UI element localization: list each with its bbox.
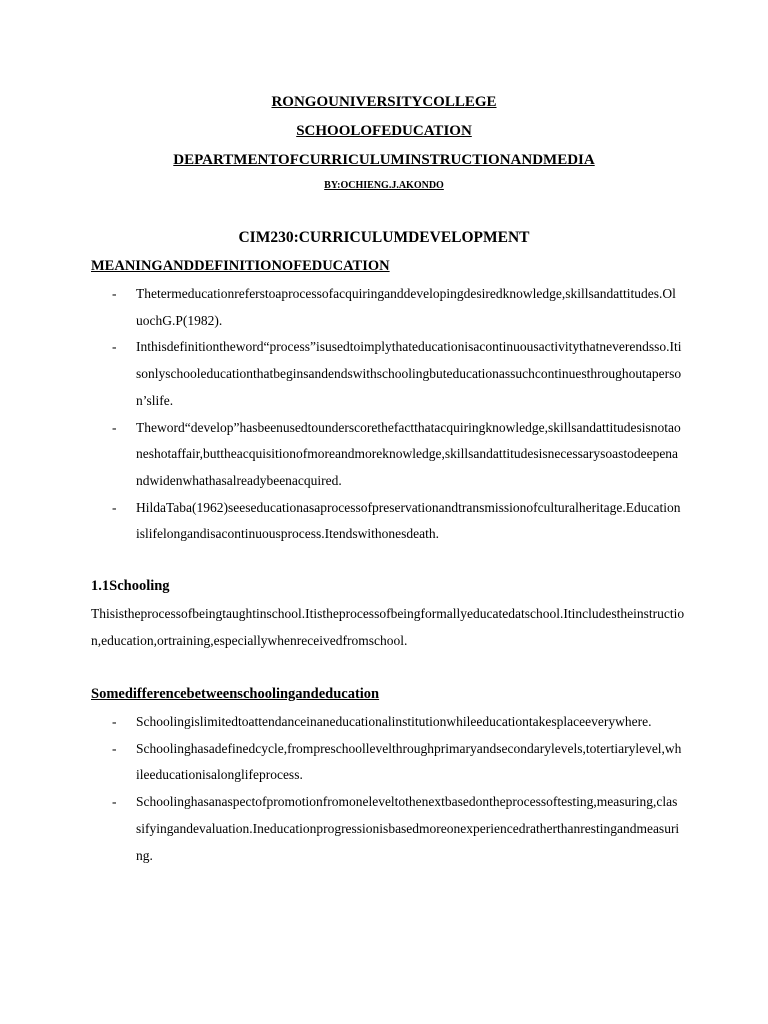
- meaning-heading: MEANINGANDDEFINITIONOFEDUCATION: [91, 258, 390, 274]
- bullet-dash: -: [112, 499, 117, 515]
- school-title: SCHOOLOFEDUCATION: [296, 123, 472, 139]
- department-title: DEPARTMENTOFCURRICULUMINSTRUCTIONANDMEDIA: [173, 152, 595, 168]
- schooling-heading: 1.1Schooling: [91, 578, 170, 594]
- meaning-bullet-list: [112, 281, 682, 548]
- list-item: [112, 281, 682, 334]
- differences-bullet-list: [112, 709, 682, 869]
- differences-heading: Somedifferencebetweenschoolingandeducation: [91, 686, 380, 702]
- author-line: BY:OCHIENG.J.AKONDO: [324, 180, 444, 191]
- list-item: [112, 709, 682, 736]
- bullet-dash: -: [112, 339, 117, 355]
- list-item: [112, 789, 682, 869]
- list-item: [112, 334, 682, 414]
- course-title-text: CIM230:CURRICULUMDEVELOPMENT: [238, 229, 530, 246]
- list-item-text: Theword“develop”hasbeenusedtounderscorethefactthatacquiringknowledge,skillsandattitudesisnotaoneshotaffair,buttheacquisitionofmoreandmoreknowledge,skillsandattitudesisnecessarysoastodeepenandwidenwhathasalreadybeenacquired.: [136, 419, 681, 488]
- list-item: [112, 495, 682, 548]
- bullet-dash: -: [112, 794, 117, 810]
- list-item-text: Schoolingislimitedtoattendanceinaneducationalinstitutionwhileeducationtakesplaceeverywhere.: [136, 714, 652, 729]
- list-item-text: Inthisdefinitiontheword“process”isusedtoimplythateducationisacontinuousactivitythatneverendsso.Itisonlyschooleducationthatbeginsandendswithschoolingbuteducationassuchcontinuesthroughoutaperson’slife.: [136, 339, 682, 408]
- course-title: [0, 229, 768, 247]
- schooling-paragraph: Thisistheprocessofbeingtaughtinschool.Itistheprocessofbeingformallyeducatedatschool.Itincludestheinstruction,education,ortraining,especiallywhenreceivedfromschool.: [91, 606, 685, 648]
- bullet-dash: -: [112, 714, 117, 729]
- list-item: [112, 415, 682, 495]
- bullet-dash: -: [112, 740, 117, 756]
- bullet-dash: -: [112, 286, 117, 301]
- list-item-text: Schoolinghasanaspectofpromotionfromoneleveltothenextbasedontheprocessoftesting,measuring,classifyingandevaluation.Ineducationprogressionisbasedmoreonexperiencedratherthanrestingandmeasuring.: [136, 794, 680, 863]
- institution-title: RONGOUNIVERSITYCOLLEGE: [271, 94, 497, 110]
- bullet-dash: -: [112, 419, 117, 435]
- list-item: [112, 736, 682, 789]
- list-item-text: HildaTaba(1962)seeseducationasaprocessofpreservationandtransmissionofculturalheritage.Educationislifelongandisacontinuousprocess.Itendswithonesdeath.: [136, 499, 681, 542]
- list-item-text: Thetermeducationreferstoaprocessofacquiringanddevelopingdesiredknowledge,skillsandattitudes.OluochG.P(1982).: [136, 286, 676, 328]
- list-item-text: Schoolinghasadefinedcycle,frompreschoollevelthroughprimaryandsecondarylevels,totertiarylevel,whileeducationisalonglifeprocess.: [136, 740, 682, 783]
